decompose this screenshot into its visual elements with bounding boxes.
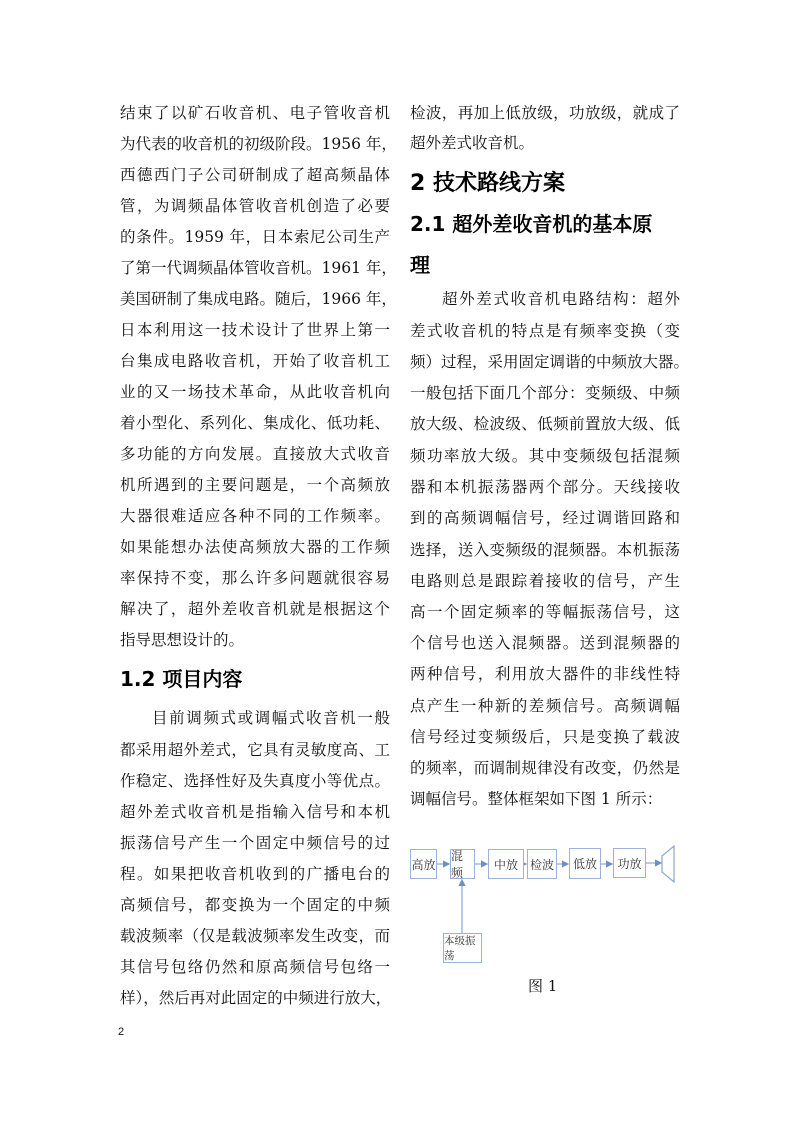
subsection-heading: 2.1 超外差收音机的基本原 — [410, 212, 653, 236]
text-line: 程。如果把收音机收到的广播电台的 — [120, 865, 390, 883]
speaker-icon — [662, 846, 674, 882]
text-line: 放大级、检波级、低频前置放大级、低 — [410, 415, 680, 433]
text-line: 目前调频式或调幅式收音机一般 — [152, 709, 390, 727]
text-line: 的条件。1959 年，日本索尼公司生产 — [120, 228, 390, 246]
text-line: 率保持不变，那么许多问题就很容易 — [120, 569, 390, 587]
text-line: 电路则总是跟踪着接收的信号，产生 — [410, 572, 680, 590]
text-line: 大器很难适应各种不同的工作频率。 — [120, 507, 390, 525]
text-line: 差式收音机的特点是有频率变换（变 — [410, 322, 680, 340]
text-line: 检波，再加上低放级，功放级，就成了 — [410, 104, 680, 122]
text-line: 点产生一种新的差频信号。高频调幅 — [410, 697, 680, 715]
text-line: 的频率，而调制规律没有改变，仍然是 — [410, 759, 680, 777]
text-line: 台集成电路收音机，开始了收音机工 — [120, 352, 390, 370]
text-line: 振荡信号产生一个固定中频信号的过 — [120, 834, 390, 852]
text-line: 频）过程，采用固定调谐的中频放大器。 — [410, 353, 690, 371]
section-heading: 1.2 项目内容 — [120, 667, 243, 691]
text-line: 样），然后再对此固定的中频进行放大， — [120, 989, 392, 1007]
text-line: 高频信号，都变换为一个固定的中频 — [120, 896, 390, 914]
block-oscillator: 本级振荡 — [443, 933, 482, 963]
text-line: 业的又一场技术革命，从此收音机向 — [120, 383, 390, 401]
text-line: 都采用超外差式，它具有灵敏度高、工 — [120, 741, 390, 759]
text-line: 机所遇到的主要问题是，一个高频放 — [120, 476, 390, 494]
text-line: 管，为调频晶体管收音机创造了必要 — [120, 197, 390, 215]
block-high-amp: 高放 — [410, 849, 437, 879]
text-line: 超外差式收音机电路结构：超外 — [442, 290, 680, 308]
text-line: 指导思想设计的。 — [120, 631, 245, 649]
text-line: 一般包括下面几个部分：变频级、中频 — [410, 384, 680, 402]
text-line: 个信号也送入混频器。送到混频器的 — [410, 634, 680, 652]
text-line: 到的高频调幅信号，经过调谐回路和 — [410, 509, 680, 527]
text-line: 调幅信号。整体框架如下图 1 所示： — [410, 790, 663, 808]
block-low-amp: 低放 — [569, 848, 601, 879]
text-line: 其信号包络仍然和原高频信号包络一 — [120, 958, 390, 976]
page-number: 2 — [118, 1026, 125, 1038]
text-line: 了第一代调频晶体管收音机。1961 年， — [120, 259, 397, 277]
text-line: 载波频率（仅是载波频率发生改变，而 — [120, 927, 390, 945]
figure-caption: 图 1 — [528, 977, 558, 995]
text-line: 信号经过变频级后，只是变换了载波 — [410, 728, 680, 746]
block-if-amp: 中放 — [488, 849, 524, 879]
text-line: 两种信号，利用放大器件的非线性特 — [410, 665, 680, 683]
text-line: 超外差式收音机是指输入信号和本机 — [120, 803, 390, 821]
text-line: 着小型化、系列化、集成化、低功耗、 — [120, 414, 390, 432]
text-line: 器和本机振荡器两个部分。天线接收 — [410, 478, 680, 496]
text-line: 作稳定、选择性好及失真度小等优点。 — [120, 772, 390, 790]
text-line: 多功能的方向发展。直接放大式收音 — [120, 445, 390, 463]
text-line: 美国研制了集成电路。随后，1966 年， — [120, 290, 397, 308]
text-line: 超外差式收音机。 — [410, 134, 535, 152]
section-heading: 2 技术路线方案 — [410, 170, 565, 196]
text-line: 西德西门子公司研制成了超高频晶体 — [120, 166, 390, 184]
text-line: 为代表的收音机的初级阶段。1956 年， — [120, 135, 397, 153]
block-detector: 检波 — [527, 849, 557, 879]
text-line: 如果能想办法使高频放大器的工作频 — [120, 538, 390, 556]
text-line: 高一个固定频率的等幅振荡信号，这 — [410, 603, 680, 621]
text-line: 选择，送入变频级的混频器。本机振荡 — [410, 541, 680, 559]
text-line: 日本利用这一技术设计了世界上第一 — [120, 321, 390, 339]
text-line: 频功率放大级。其中变频级包括混频 — [410, 447, 680, 465]
text-line: 结束了以矿石收音机、电子管收音机 — [120, 104, 390, 122]
text-line: 解决了，超外差收音机就是根据这个 — [120, 600, 390, 618]
subsection-heading: 理 — [410, 253, 430, 277]
block-power-amp: 功放 — [613, 848, 646, 878]
block-mixer: 混频 — [450, 849, 475, 879]
